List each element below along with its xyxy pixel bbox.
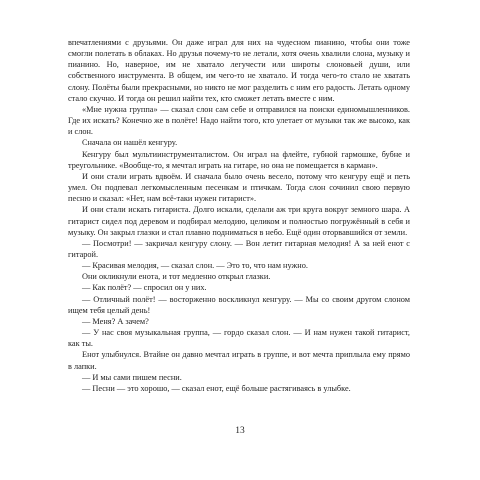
paragraph: — Меня? А зачем? <box>82 316 149 326</box>
paragraph: — Посмотри! — закричал кенгуру слону. — Вон летит гитарная мелодия! А за ней енот с гитарой. <box>68 238 410 259</box>
paragraph: — Красивая мелодия, — сказал слон. — Это то, что нам нужно. <box>82 261 308 271</box>
paragraph: Они окликнули енота, и тот медленно открыл глазки. <box>82 272 271 282</box>
paragraph: Сначала он нашёл кенгуру. <box>82 138 178 148</box>
paragraph: Кенгуру был мультиинструменталистом. Он играл на флейте, губной гармошке, бубне и треугольнике. «Вообще-то, я мечтал играть на гитаре, но она не помещается в карман». <box>68 149 410 170</box>
paragraph: И они стали искать гитариста. Долго искали, сделали аж три круга вокруг земного шара. А гитарист сидел под деревом и подбирал мелодию, целиком и полностью погружённый в себя и музыку. Он закрыл глазки и стал плавно подниматься в небо. Ещё один оторвавшийся от земли. <box>68 205 410 237</box>
paragraph: — Отличный полёт! — восторженно воскликнул кенгуру. — Мы со своим другом слоном ищем тебя целый день! <box>68 294 410 315</box>
page-number: 13 <box>235 426 245 436</box>
paragraph: впечатлениями с друзьями. Он даже играл для них на чудесном пианино, чтобы они тоже смогли полетать в облаках. Но друзья почему-то не летали, хотя очень хвалили слона, музыку и пианино. Но, наверное, им не хватало легучести или широты слоновьей души, или собственного инструмента. В общем, им чего-то не хватало. И тогда чего-то стало не хватать слону. Полёты были прекрасными, но никто не мог разделить с ним его радость. Летать одному стало скучно. И тогда он решил найти тех, кто сможет летать вместе с ним. <box>68 38 410 103</box>
paragraph: — Песни — это хорошо, — сказал енот, ещё больше растягиваясь в улыбке. <box>82 383 351 393</box>
paragraph: — Как полёт? — спросил он у них. <box>82 283 207 293</box>
paragraph: — И мы сами пишем песни. <box>82 372 182 382</box>
paragraph: Енот улыбнулся. Втайне он давно мечтал играть в группе, и вот мечта приплыла ему прямо в лапки. <box>68 350 410 371</box>
paragraph: «Мне нужна группа» — сказал слон сам себе и отправился на поиски единомышленников. Где их искать? Конечно же в полёте! Надо найти того, кто улетает от музыки так же высоко, как и слон. <box>68 104 410 137</box>
body-text <box>68 37 410 394</box>
paragraph: И они стали играть вдвоём. И сначала было очень весело, потому что кенгуру ещё и петь умел. Он подпевал легкомысленным песенкам и птичкам. Тогда слон сочинил свою первую песню и сказал: «Нет, нам всё-таки нужен гитарист». <box>68 171 410 204</box>
paragraph: — У нас своя музыкальная группа, — гордо сказал слон. — И нам нужен такой гитарист, как ты. <box>68 328 410 349</box>
